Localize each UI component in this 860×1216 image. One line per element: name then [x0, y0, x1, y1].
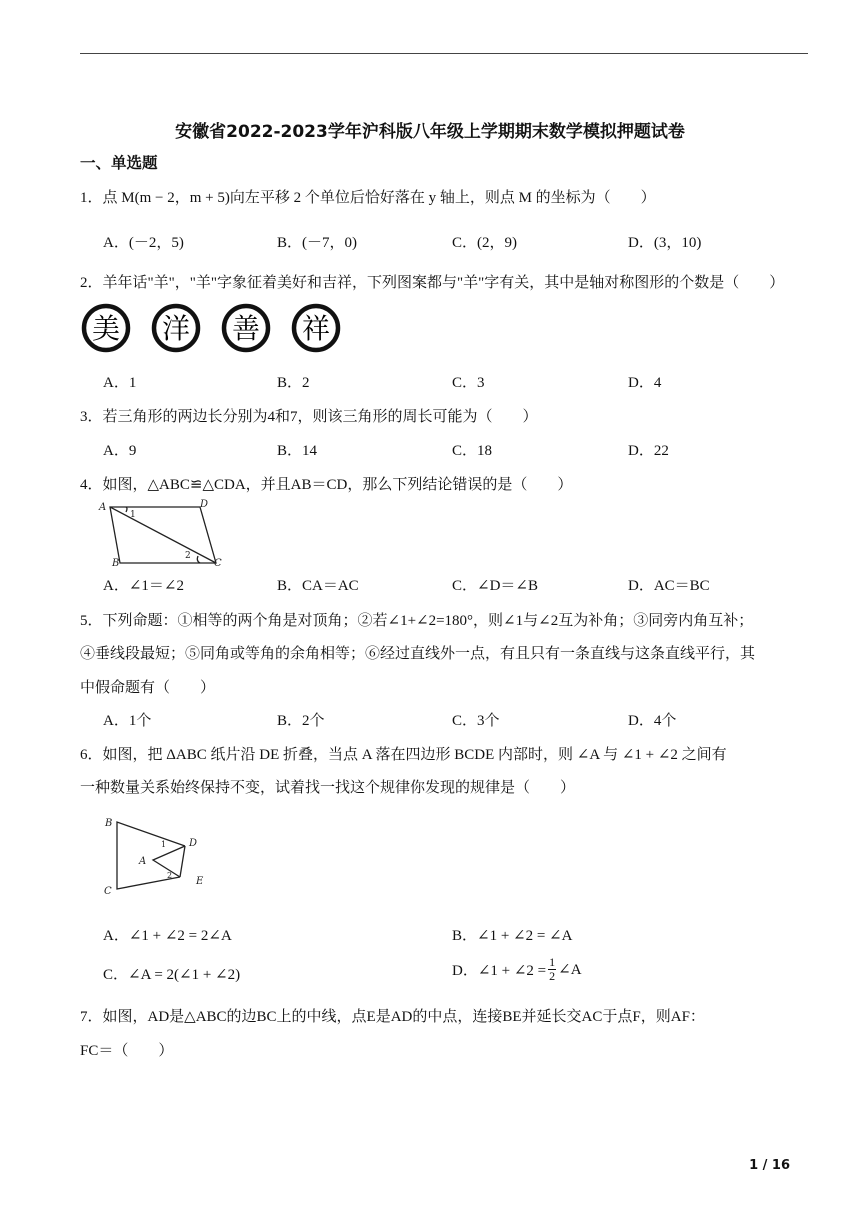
label-angle-2: 2	[185, 551, 191, 561]
q2-option-b: B．2	[277, 375, 310, 391]
parallelogram-figure	[96, 498, 226, 570]
label-c: C	[214, 558, 222, 569]
q2-option-d: D．4	[628, 375, 662, 391]
fraction-denominator: 2	[549, 969, 556, 983]
q2-option-a: A．1	[103, 375, 137, 391]
q6-option-c: C．∠A = 2(∠1 + ∠2)	[103, 967, 241, 983]
question-6-line-2: 一种数量关系始终保持不变，试着找一找这个规律你发现的规律是（ ）	[80, 780, 576, 796]
q2-option-c: C．3	[452, 375, 485, 391]
label-d: D	[189, 838, 198, 849]
label-b: B	[112, 558, 120, 569]
q3-option-b: B．14	[277, 443, 318, 459]
q5-option-c: C．3个	[452, 713, 500, 729]
label-d: D	[200, 499, 209, 510]
sheep-glyph-figures	[80, 302, 342, 354]
glyph-yang: 洋	[161, 312, 191, 345]
question-7-line-1: 7．如图，AD是△ABC的边BC上的中线，点E是AD的中点，连接BE并延长交AC于点F，则AF：	[80, 1009, 705, 1025]
q4-option-a: A．∠1＝∠2	[103, 578, 184, 594]
q5-option-a: A．1个	[103, 713, 152, 729]
label-a: A	[139, 856, 147, 867]
fraction-numerator: 1	[549, 955, 556, 969]
q1-option-c: C．(2，9)	[452, 235, 517, 251]
glyph-xiang: 祥	[301, 312, 331, 345]
section-heading: 一、单选题	[80, 154, 158, 172]
question-5-line-3: 中假命题有（ ）	[80, 680, 216, 696]
question-5-line-2: ④垂线段最短；⑤同角或等角的余角相等；⑥经过直线外一点，有且只有一条直线与这条直线平行，其	[80, 646, 756, 662]
label-a: A	[99, 502, 107, 513]
label-angle-1: 1	[161, 840, 167, 849]
q4-option-b: B．CA＝AC	[277, 578, 359, 594]
question-2-stem: 2．羊年话"羊"，"羊"字象征着美好和吉祥，下列图案都与"羊"字有关，其中是轴对称图形的个数是（ ）	[80, 275, 785, 291]
q3-option-d: D．22	[628, 443, 669, 459]
label-e: E	[196, 876, 204, 887]
question-4-stem: 4．如图，△ABC≌△CDA，并且AB＝CD，那么下列结论错误的是（ ）	[80, 477, 573, 493]
question-1-stem: 1．点 M(m − 2，m + 5)向左平移 2 个单位后恰好落在 y 轴上，则点 M 的坐标为（ ）	[80, 190, 656, 206]
label-angle-1: 1	[130, 510, 136, 520]
header-rule	[80, 53, 808, 54]
question-7-line-2: FC＝（ ）	[80, 1043, 174, 1059]
q6-option-a: A．∠1 + ∠2 = 2∠A	[103, 928, 232, 944]
q1-option-a: A．(－2，5)	[103, 235, 184, 251]
folded-triangle-figure	[100, 814, 212, 898]
label-b: B	[105, 818, 113, 829]
page-title: 安徽省2022-2023学年沪科版八年级上学期期末数学模拟押题试卷	[175, 122, 685, 142]
q3-option-c: C．18	[452, 443, 493, 459]
q1-option-b: B．(－7，0)	[277, 235, 357, 251]
q6-option-b: B．∠1 + ∠2 = ∠A	[452, 928, 573, 944]
label-c: C	[104, 886, 112, 897]
question-5-line-1: 5．下列命题：①相等的两个角是对顶角；②若∠1+∠2=180°，则∠1与∠2互为补角；③同旁内角互补；	[80, 613, 754, 629]
glyph-shan: 善	[231, 312, 261, 345]
q4-option-d: D．AC＝BC	[628, 578, 710, 594]
question-3-stem: 3．若三角形的两边长分别为4和7，则该三角形的周长可能为（ ）	[80, 409, 538, 425]
q6-option-d	[452, 956, 582, 983]
page-number: 1 / 16	[749, 1158, 790, 1173]
question-6-line-1: 6．如图，把 ΔABC 纸片沿 DE 折叠，当点 A 落在四边形 BCDE 内部时，则 ∠A 与 ∠1 + ∠2 之间有	[80, 747, 727, 763]
glyph-mei: 美	[91, 312, 121, 345]
q6-option-d-lead: D．∠1 + ∠2 =	[452, 963, 547, 979]
q1-option-d: D．(3，10)	[628, 235, 702, 251]
q6-option-d-tail: ∠A	[558, 962, 582, 978]
glyph-circle-1	[84, 306, 338, 350]
fraction-one-half	[548, 956, 556, 983]
label-angle-2: 2	[167, 871, 173, 880]
q3-option-a: A．9	[103, 443, 137, 459]
q5-option-d: D．4个	[628, 713, 677, 729]
q4-option-c: C．∠D＝∠B	[452, 578, 538, 594]
q5-option-b: B．2个	[277, 713, 325, 729]
